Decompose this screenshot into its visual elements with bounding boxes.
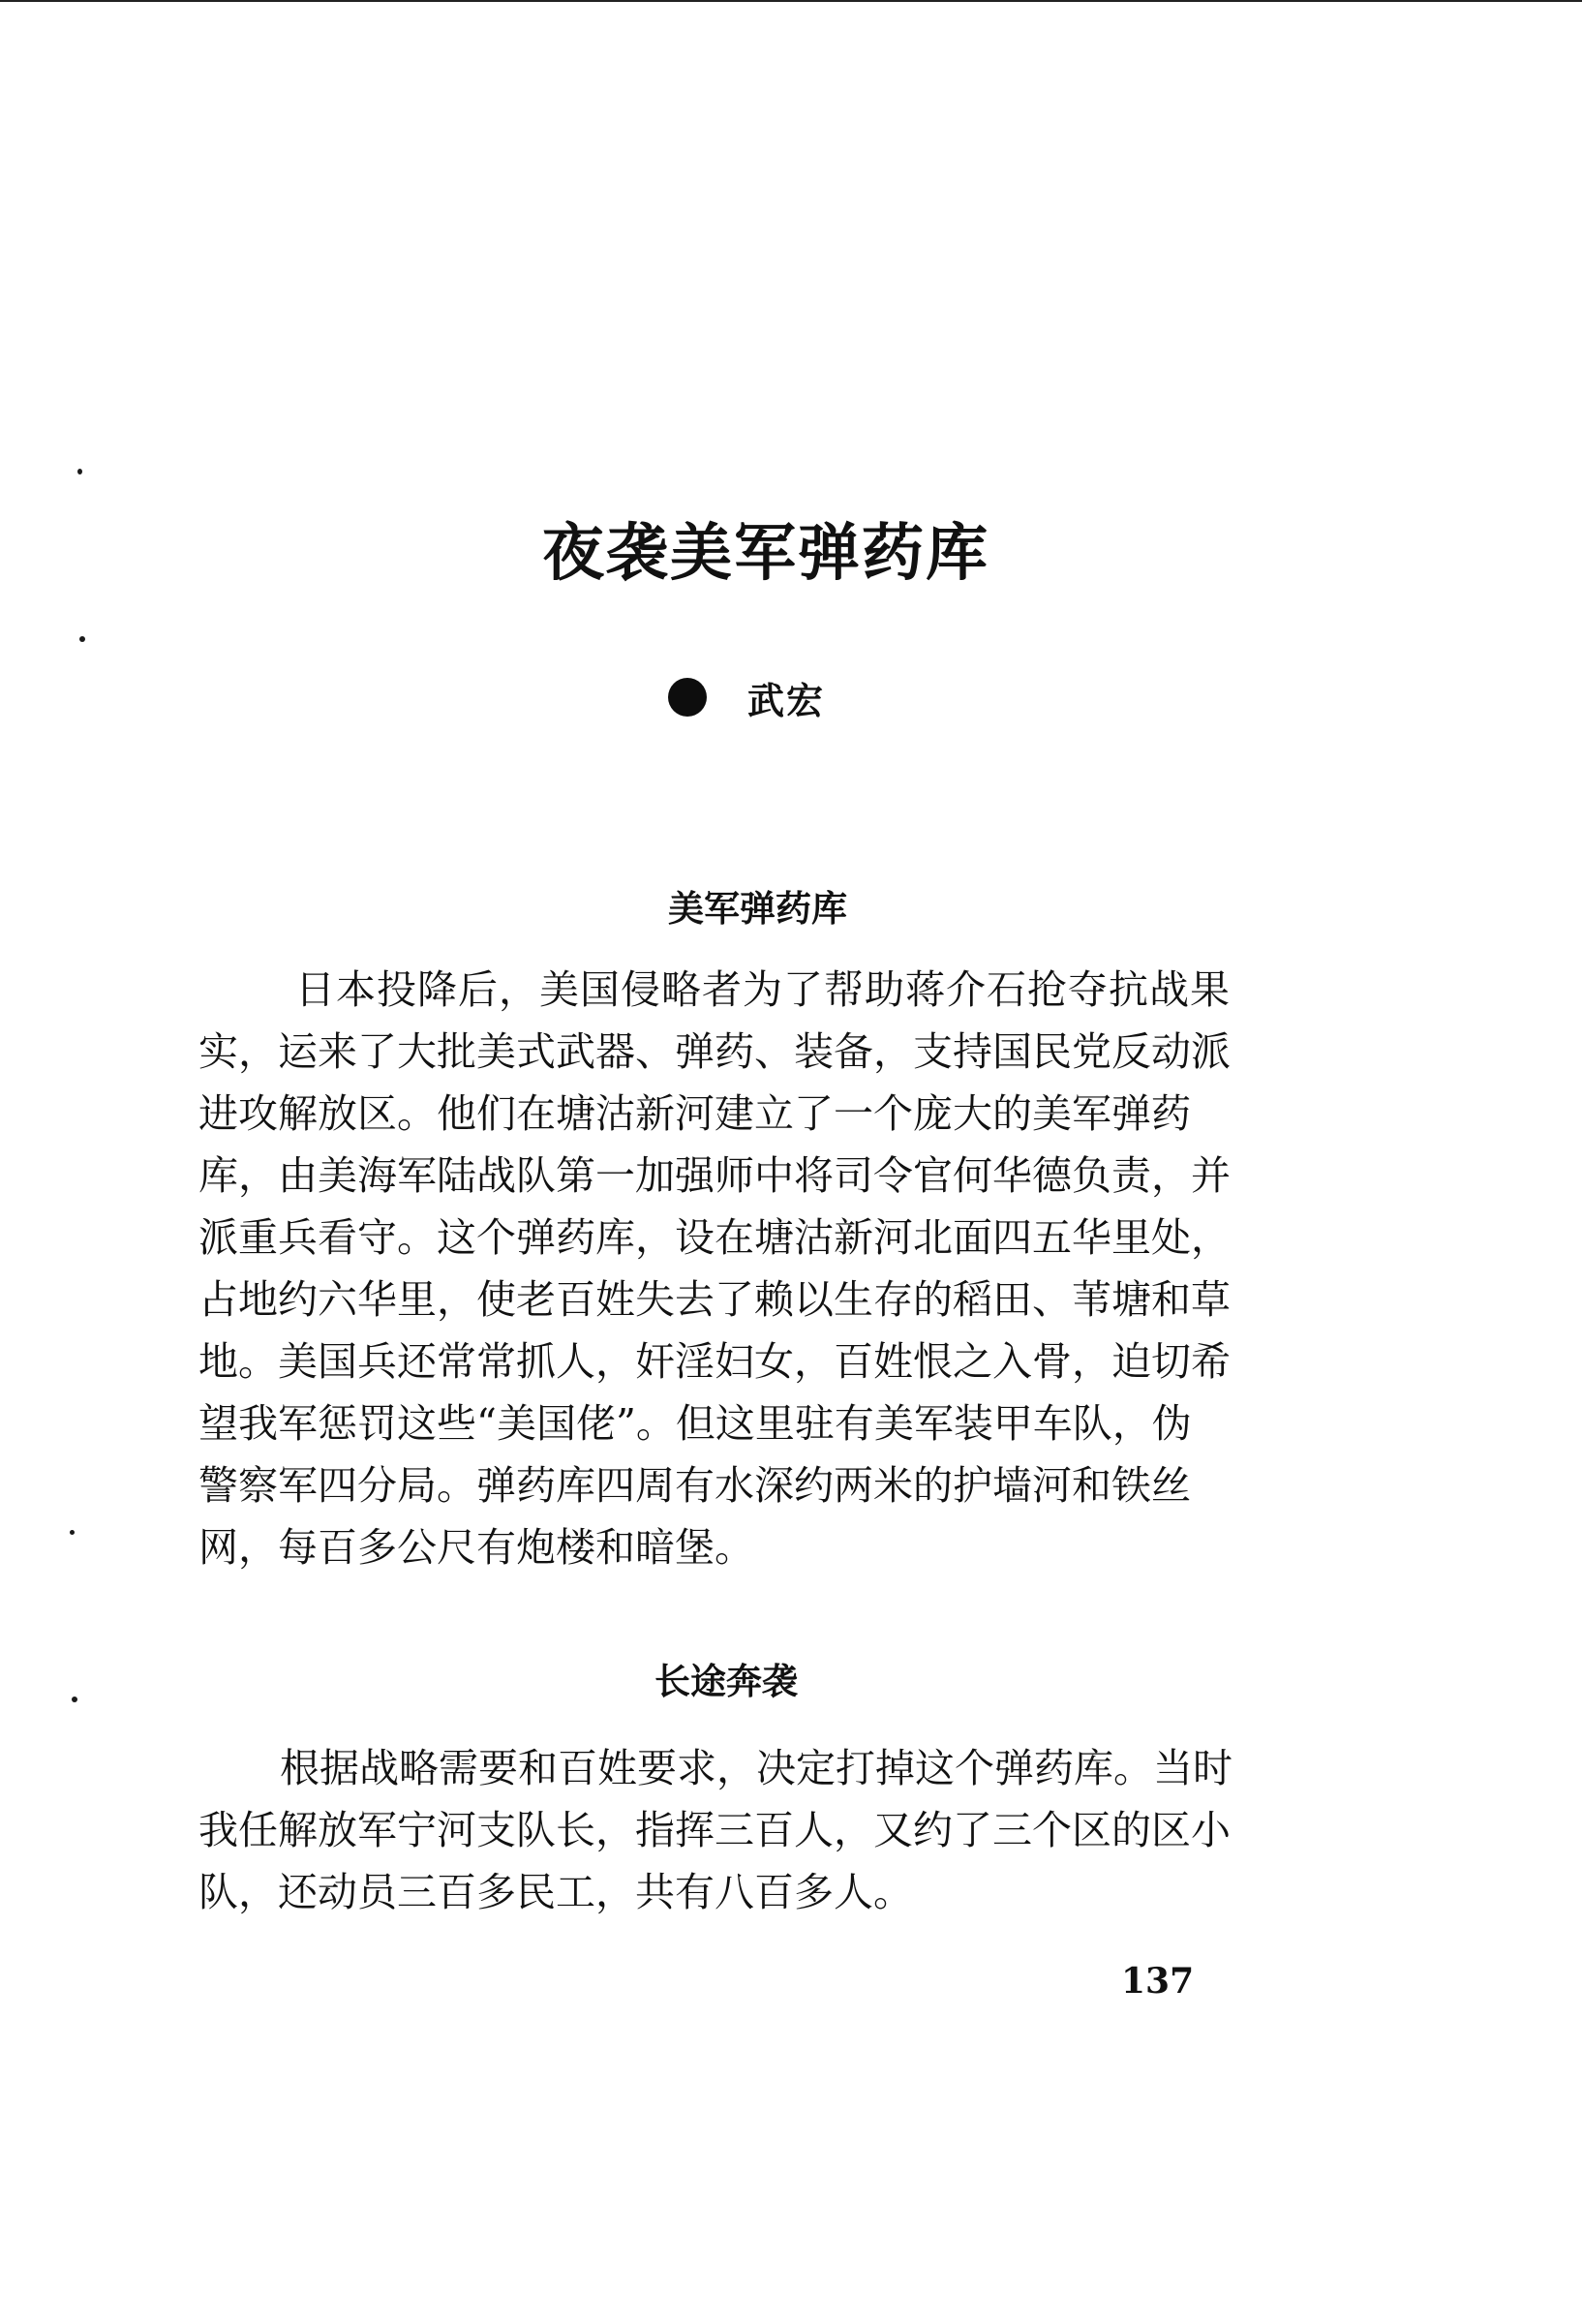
text-line: 地。美国兵还常常抓人，奸淫妇女，百姓恨之入骨，迫切希 bbox=[198, 1338, 1231, 1385]
text-line: 派重兵看守。这个弹药库，设在塘沽新河北面四五华里处， bbox=[198, 1214, 1231, 1261]
text-line: 实，运来了大批美式武器、弹药、装备，支持国民党反动派 bbox=[198, 1028, 1231, 1075]
scan-speck bbox=[72, 1697, 77, 1702]
bullet-icon bbox=[668, 678, 707, 717]
text-line: 望我军惩罚这些“美国佬”。但这里驻有美军装甲车队，伪 bbox=[198, 1400, 1192, 1447]
section-paragraph-long-march-raid bbox=[198, 1737, 1288, 1923]
text-line: 进攻解放区。他们在塘沽新河建立了一个庞大的美军弹药 bbox=[198, 1090, 1191, 1137]
page-number: 137 bbox=[1121, 1961, 1195, 2002]
text-line: 日本投降后，美国侵略者为了帮助蒋介石抢夺抗战果 bbox=[295, 966, 1231, 1013]
text-line: 占地约六华里，使老百姓失去了赖以生存的稻田、苇塘和草 bbox=[198, 1276, 1231, 1323]
text-line: 库，由美海军陆战队第一加强师中将司令官何华德负责，并 bbox=[198, 1152, 1231, 1199]
article-title: 夜袭美军弹药库 bbox=[542, 518, 989, 590]
text-line: 队，还动员三百多民工，共有八百多人。 bbox=[198, 1869, 913, 1915]
text-line: 警察军四分局。弹药库四周有水深约两米的护墙河和铁丝 bbox=[198, 1462, 1191, 1509]
text-line: 网，每百多公尺有炮楼和暗堡。 bbox=[198, 1524, 754, 1571]
page-top-edge bbox=[0, 0, 1582, 2]
section-heading-long-march-raid: 长途奔袭 bbox=[654, 1661, 798, 1702]
text-line: 我任解放军宁河支队长，指挥三百人，又约了三个区的区小 bbox=[198, 1807, 1231, 1853]
byline bbox=[668, 670, 825, 724]
section-heading-ammo-depot: 美军弹药库 bbox=[668, 888, 847, 930]
author-name: 武宏 bbox=[747, 679, 826, 722]
section-paragraph-ammo-depot bbox=[198, 959, 1288, 1578]
scan-speck bbox=[77, 469, 82, 474]
scan-speck bbox=[79, 636, 85, 642]
scan-speck bbox=[70, 1530, 75, 1535]
text-line: 根据战略需要和百姓要求，决定打掉这个弹药库。当时 bbox=[280, 1745, 1232, 1791]
